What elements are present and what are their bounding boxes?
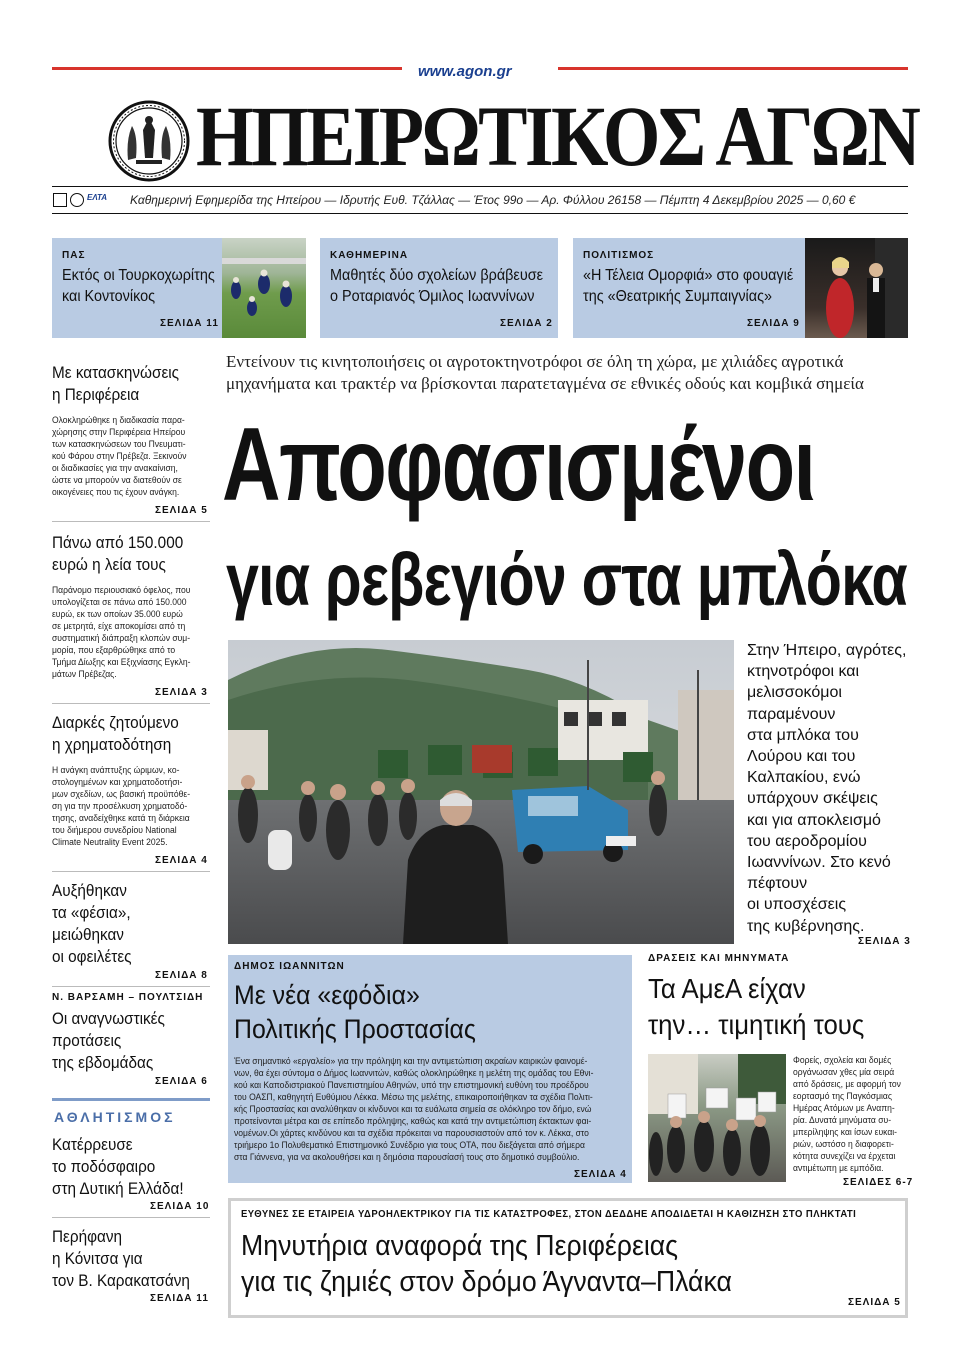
teaser-pas[interactable] xyxy=(52,238,222,338)
dimos-body-line: στα Γιάννενα, για να ακολουθήσει και η δημόσια παρουσίασή τους στο δημοτικό συμβούλιο. xyxy=(234,1152,580,1162)
lede-line: και για αποκλεισμό xyxy=(747,811,881,829)
amea-body xyxy=(793,1054,911,1174)
bottom-page: ΣΕΛΙΔΑ 5 xyxy=(848,1297,901,1308)
amea-photo-protest xyxy=(648,1054,786,1182)
sidebar-story-body: Η ανάγκη ανάπτυξης ώριμων, κο- xyxy=(52,765,180,775)
sidebar-story-body: οι διαδικασίες για την ανακαίνιση, xyxy=(52,463,178,473)
teaser-politismos[interactable] xyxy=(573,238,805,338)
lede-line: Ιωαννίνων. Στο κενό xyxy=(747,854,891,872)
teaser-page: ΣΕΛΙΔΑ 9 xyxy=(747,318,800,329)
teaser-title: Μαθητές δύο σχολείων βράβευσε xyxy=(330,267,544,284)
sidebar-story-books[interactable] xyxy=(52,992,210,1074)
sidebar-story-title: η Περιφέρεια xyxy=(52,385,140,404)
sidebar-story-title: Πάνω από 150.000 xyxy=(52,533,184,552)
amea-body-line: οργάνωσαν χθες μία σειρά xyxy=(793,1067,895,1077)
teaser-page: ΣΕΛΙΔΑ 11 xyxy=(160,318,219,329)
dimos-title-2: Πολιτικής Προστασίας xyxy=(234,1014,476,1044)
sidebar-story-body: Παράνομο περιουσιακό όφελος, που xyxy=(52,585,191,595)
sidebar-story-body: Climate Neutrality Event 2025. xyxy=(52,837,168,847)
sidebar-story-konitsa[interactable] xyxy=(52,1226,210,1292)
amea-page: ΣΕΛΙΔΕΣ 6-7 xyxy=(843,1177,914,1188)
teaser-title: «Η Τέλεια Ομορφιά» στο φουαγιέ xyxy=(583,267,794,284)
sidebar-story-title: Με κατασκηνώσεις xyxy=(52,363,180,382)
dimos-body-line: κής Προστασίας και αναλύθηκαν οι κίνδυνοι και τα ευάλωτα σημεία σε ολόκληρο τον δήμο, ενώ xyxy=(234,1104,592,1114)
badge-elta-icon: ΕΛΤΑ xyxy=(87,193,108,202)
sidebar-story-title: τα «φέσια», xyxy=(52,903,131,922)
amea-kicker: ΔΡΑΣΕΙΣ ΚΑΙ ΜΗΝΥΜΑΤΑ xyxy=(648,953,790,964)
sports-section-label: ΑΘΛΗΤΙΣΜΟΣ xyxy=(54,1109,176,1125)
dimos-body-line: Ένα σημαντικό «εργαλείο» για την πρόληψη και την αντιμετώπιση ακραίων καιρικών φαινομέ- xyxy=(234,1056,588,1066)
sidebar-story-title: η Κόνιτσα για xyxy=(52,1249,143,1268)
lead-photo-farmers-blockade xyxy=(228,640,734,944)
sidebar-story-body: χώρησης στην Περιφέρεια Ηπείρου xyxy=(52,427,186,437)
top-rule-right xyxy=(558,67,908,70)
sidebar-story-title: προτάσεις xyxy=(52,1031,122,1050)
sidebar-story-football[interactable] xyxy=(52,1134,210,1200)
lede-line: πέφτουν xyxy=(747,875,808,893)
sidebar-story-debts[interactable] xyxy=(52,880,210,968)
sidebar-story-title: τον Β. Καρακατσάνη xyxy=(52,1271,190,1290)
teaser-title: και Κοντονίκος xyxy=(62,288,156,305)
sidebar-story-body: μορία, που εξαρθρώθηκε από το xyxy=(52,645,176,655)
site-url[interactable]: www.agon.gr xyxy=(418,63,512,80)
lede-line: μελισσοκόμοι xyxy=(747,684,842,702)
masthead-title: ΗΠΕΙΡΩΤΙΚΟΣ ΑΓΩΝ xyxy=(196,88,919,184)
bottom-info-rule xyxy=(52,213,908,214)
dimos-page: ΣΕΛΙΔΑ 4 xyxy=(574,1169,627,1180)
dimos-title-1: Με νέα «εφόδια» xyxy=(234,980,420,1010)
sidebar-story-page: ΣΕΛΙΔΑ 11 xyxy=(150,1293,209,1304)
amea-body-line: Φορείς, σχολεία και δομές xyxy=(793,1055,892,1065)
sidebar-story-title: η χρηματοδότηση xyxy=(52,735,172,754)
sidebar-story-body: μάτων Πρέβεζας. xyxy=(52,669,117,679)
badge-circle-icon xyxy=(70,193,84,207)
lede-line: παραμένουν xyxy=(747,705,836,723)
amea-body-line: κότητα συνεχίζει να έρχεται xyxy=(793,1151,896,1161)
sidebar-story-page: ΣΕΛΙΔΑ 4 xyxy=(155,855,208,866)
teaser-kicker: ΠΟΛΙΤΙΣΜΟΣ xyxy=(583,250,655,261)
dimos-body-line: νων, θα έχει σύντομα ο Δήμος Ιωαννιτών, καθώς ολοκληρώθηκε η μελέτη της ομάδας του Εθνι- xyxy=(234,1068,594,1078)
sidebar-divider xyxy=(52,1217,210,1218)
dimos-body-line: προτείνονται μέτρα και σε επίπεδο πρόληψης, καθώς και κατά την αντιμετώπιση έκτακτων φαι- xyxy=(234,1116,592,1126)
sidebar-story-title: οι οφειλέτες xyxy=(52,947,132,966)
amea-title-2[interactable]: την… τιμητική τους xyxy=(648,1009,865,1040)
bottom-kicker: ΕΥΘΥΝΕΣ ΣΕ ΕΤΑΙΡΕΙΑ ΥΔΡΟΗΛΕΚΤΡΙΚΟΥ ΓΙΑ ΤΙΣ ΚΑΤΑΣΤΡΟΦΕΣ, ΣΤΟΝ ΔΕΔΔΗΕ ΑΠΟΔΙΔΕΤΑΙ Η ΚΑΘΙΖΗΣΗ ΣΤΟ ΠΛΗΚΤΑΤΙ xyxy=(241,1209,857,1220)
lead-headline-1[interactable]: Αποφασισμένοι xyxy=(222,407,815,523)
sidebar-story-body: των κατασκηνώσεων του Πνευματι- xyxy=(52,439,186,449)
sidebar-story-camps[interactable] xyxy=(52,362,210,498)
teaser-title: ο Ροταριανός Όμιλος Ιωαννίνων xyxy=(330,288,535,305)
sidebar-story-body: κού Φάρου στην Πρέβεζα. Ξεκινούν xyxy=(52,451,187,461)
bottom-story-box[interactable] xyxy=(228,1198,908,1318)
sidebar-story-body: ευρώ, εκ των οποίων 35.000 ευρώ xyxy=(52,609,183,619)
sidebar-story-body: υπολογίζεται σε πάνω από 150.000 xyxy=(52,597,187,607)
sidebar-divider xyxy=(52,521,210,522)
sidebar-story-body: μων σχεδίων, ως βασική προϋπόθε- xyxy=(52,789,191,799)
teaser-kathimerina[interactable] xyxy=(320,238,558,338)
sidebar-story-title: Κατέρρευσε xyxy=(52,1135,133,1154)
sidebar-story-page: ΣΕΛΙΔΑ 5 xyxy=(155,505,208,516)
teaser-page: ΣΕΛΙΔΑ 2 xyxy=(500,318,553,329)
teaser-kicker: ΠΑΣ xyxy=(62,250,86,261)
sidebar-story-loot[interactable] xyxy=(52,532,210,680)
dimos-story-box[interactable] xyxy=(228,955,632,1183)
sidebar-story-title: Αυξήθηκαν xyxy=(52,881,127,900)
sidebar-story-title: της εβδομάδας xyxy=(52,1053,154,1072)
amea-body-line: ρία. Δυνατά μηνύματα συ- xyxy=(793,1115,892,1125)
sidebar-story-funding[interactable] xyxy=(52,712,210,848)
dimos-body-line: του ΟΑΣΠ, καθηγητή Ευθύμιου Λέκκα. Μέσω της μελέτης, επικαιροποιήθηκαν τα σχέδια Πολιτι- xyxy=(234,1092,593,1102)
dimos-body xyxy=(234,1055,630,1163)
lede-line: Στην Ήπειρο, αγρότες, xyxy=(747,642,907,659)
sidebar-story-page: ΣΕΛΙΔΑ 8 xyxy=(155,970,208,981)
lead-deck: Εντείνουν τις κινητοποιήσεις οι αγροτοκτηνοτρόφοι σε όλη τη χώρα, με χιλιάδες αγροτικά μηχανήματα και τρακτέρ να βρίσκονται παρατεταγμένα σε εθνικές οδούς και κομβικά σημεία xyxy=(226,352,864,393)
lead-lede xyxy=(747,640,917,937)
sidebar-story-title: Περήφανη xyxy=(52,1227,123,1246)
sidebar-story-page: ΣΕΛΙΔΑ 6 xyxy=(155,1076,208,1087)
sidebar-story-body: Τμήμα Δίωξης και Εξιχνίασης Εγκλη- xyxy=(52,657,191,667)
bottom-title-1: Μηνυτήρια αναφορά της Περιφέρειας xyxy=(241,1230,679,1262)
bottom-title-2: για τις ζημιές στον δρόμο Άγναντα–Πλάκα xyxy=(241,1266,732,1298)
lead-page: ΣΕΛΙΔΑ 3 xyxy=(858,936,911,947)
sidebar-divider xyxy=(52,986,210,987)
lede-line: στα μπλόκα του xyxy=(747,726,859,744)
amea-body-line: εορτασμό της Παγκόσμιας xyxy=(793,1091,892,1101)
amea-body-line: αντιμέτωπη με εμπόδια. xyxy=(793,1163,884,1173)
sidebar-story-page: ΣΕΛΙΔΑ 3 xyxy=(155,687,208,698)
top-info-rule xyxy=(52,186,908,187)
sidebar-story-body: τησης, αναδείχθηκε κατά τη διάρκεια xyxy=(52,813,190,823)
lead-headline-2[interactable]: για ρεβεγιόν στα μπλόκα xyxy=(226,538,907,621)
sidebar-story-title: στη Δυτική Ελλάδα! xyxy=(52,1179,184,1198)
lede-line: Καλπακίου, ενώ xyxy=(747,769,861,787)
sidebar-story-title: μειώθηκαν xyxy=(52,925,124,944)
sidebar-story-body: ώστε να μπορούν να διατεθούν σε xyxy=(52,475,182,485)
sidebar-story-body: του διήμερου συνεδρίου National xyxy=(52,825,177,835)
sidebar-story-page: ΣΕΛΙΔΑ 10 xyxy=(150,1201,210,1212)
amea-body-line: ριών, ωστόσο η διαφορετι- xyxy=(793,1139,894,1149)
sidebar-story-body: Ολοκληρώθηκε η διαδικασία παρα- xyxy=(52,415,185,425)
teaser-kicker: ΚΑΘΗΜΕΡΙΝΑ xyxy=(330,250,409,261)
dimos-body-line: τριήμερο 1ο Πολυθεματικό Επιστημονικό Συνέδριο για τους ΟΤΑ, που διεξάγεται από σήμερα xyxy=(234,1140,585,1150)
lede-line: οι υποσχέσεις xyxy=(747,896,847,914)
dimos-kicker: ΔΗΜΟΣ ΙΩΑΝΝΙΤΩΝ xyxy=(234,961,345,972)
sidebar-divider xyxy=(52,871,210,872)
lede-line: υπάρχουν σκέψεις xyxy=(747,790,878,808)
sidebar-story-title: ευρώ η λεία τους xyxy=(52,555,166,574)
amea-body-line: Ημέρας Ατόμων με Αναπη- xyxy=(793,1103,895,1113)
lede-line: της κυβέρνησης. xyxy=(747,917,865,935)
teaser-photo-football xyxy=(222,238,306,338)
sidebar-story-kicker: Ν. ΒΑΡΣΑΜΗ – ΠΟΥΛΤΣΙΔΗ xyxy=(52,992,204,1003)
sidebar-story-title: Διαρκές ζητούμενο xyxy=(52,713,179,732)
teaser-photo-theatre xyxy=(805,238,908,338)
sidebar-story-title: το ποδόσφαιρο xyxy=(52,1157,156,1176)
lede-line: του αεροδρομίου xyxy=(747,832,867,850)
masthead-seal-icon xyxy=(108,100,190,182)
amea-title-1[interactable]: Τα ΑμεΑ είχαν xyxy=(648,973,806,1004)
amea-body-line: από δράσεις, με αφορμή τον xyxy=(793,1079,901,1089)
sidebar-story-body: συστηματική διάπραξη κλοπών συμ- xyxy=(52,633,191,643)
lede-line: κτηνοτρόφοι και xyxy=(747,663,860,681)
sidebar-story-body: οικογένειες που τις έχουν ανάγκη. xyxy=(52,487,180,497)
dimos-body-line: κού και Καποδιστριακού Πανεπιστημίου Αθηνών, υπό την επιστημονική ευθύνη του προέδρου xyxy=(234,1080,589,1090)
badge-einea-icon xyxy=(53,193,67,207)
sidebar-story-body: σε μετρητά, είχε αποκομίσει από τη xyxy=(52,621,186,631)
dimos-body-line: νομένων.Οι χάρτες κινδύνου και τα σχέδια πρόκειται να παρουσιαστούν από τον κ. Λέκκα, στο xyxy=(234,1128,589,1138)
sidebar-story-body: στολογημένων και χρηματοδοτήσι- xyxy=(52,777,183,787)
issue-info-line: Καθημερινή Εφημερίδα της Ηπείρου — Ιδρυτής Ευθ. Τζάλλας — Έτος 99ο — Αρ. Φύλλου 26158 — Πέμπτη 4 Δεκεμβρίου 2025 — 0,60 € xyxy=(130,193,856,207)
sidebar-divider xyxy=(52,703,210,704)
amea-body-line: μπερίληψης και ίσων ευκαι- xyxy=(793,1127,898,1137)
top-rule-left xyxy=(52,67,402,70)
lede-line: Λούρου και του xyxy=(747,748,856,766)
teaser-title: Εκτός οι Τουρκοχωρίτης xyxy=(62,267,215,284)
sidebar-story-body: ση για την προσέλκυση χρηματοδό- xyxy=(52,801,188,811)
sidebar-story-title: Οι αναγνωστικές xyxy=(52,1009,165,1028)
teaser-title: της «Θεατρικής Συμπαιγνίας» xyxy=(583,288,773,305)
